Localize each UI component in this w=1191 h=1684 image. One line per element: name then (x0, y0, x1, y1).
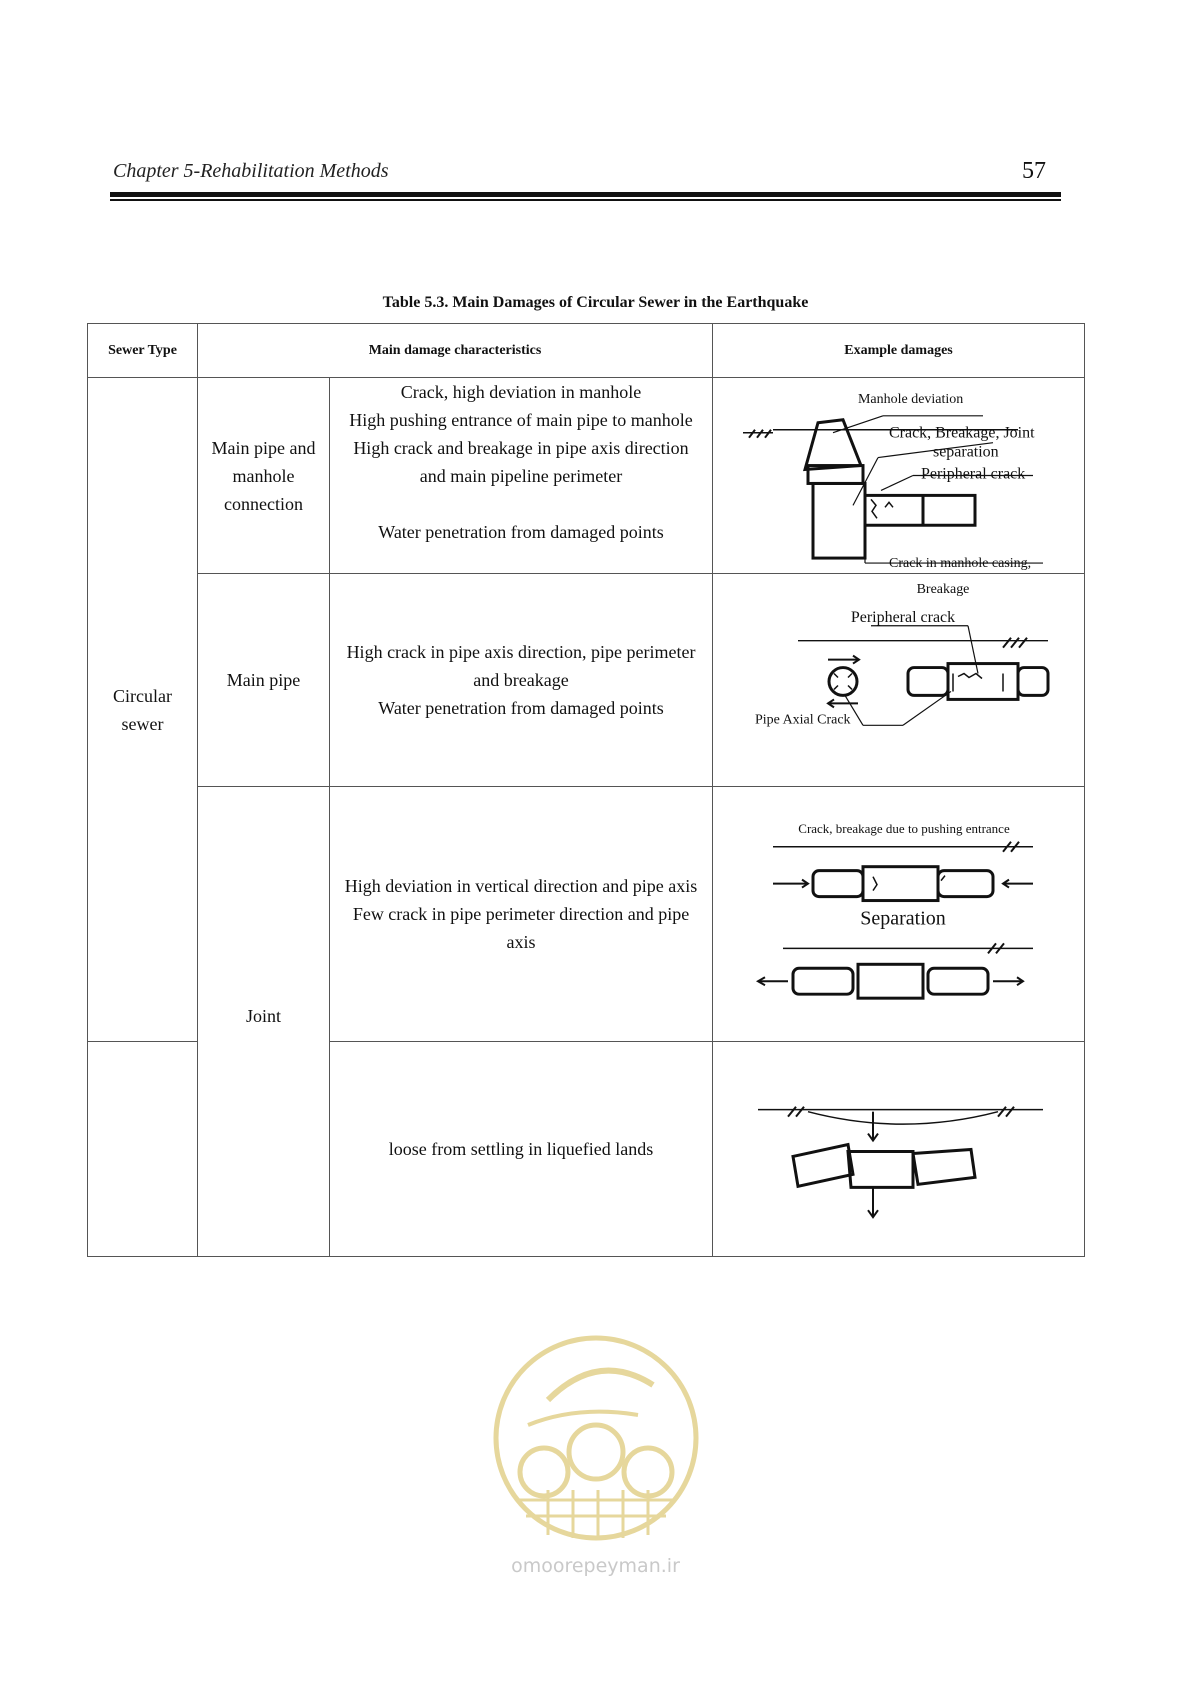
component-cell (198, 378, 330, 574)
characteristics-cell (330, 378, 713, 574)
label-separation: Separation (860, 907, 946, 930)
joint-diagram (713, 787, 1085, 1041)
example-cell (713, 574, 1085, 787)
component-text: Main pipe and manhole connection (211, 437, 316, 514)
main-pipe-diagram (713, 574, 1085, 786)
label-breakage: Breakage (916, 581, 970, 597)
label-manhole-deviation: Manhole deviation (858, 391, 964, 407)
label-crack-in-casing: Crack in manhole casing, (889, 556, 1032, 572)
settling-diagram (713, 1042, 1085, 1256)
sewer-type-text: Circular sewer (113, 685, 172, 734)
table-row (88, 378, 1085, 574)
sewer-type-empty-cell (88, 1042, 198, 1257)
characteristics-text: High deviation in vertical direction and pipe axis Few crack in pipe perimeter direction and pipe axis (344, 876, 698, 952)
watermark-url: omoorepeyman.ir (511, 1555, 680, 1577)
table-row (88, 787, 1085, 1042)
chapter-title: Chapter 5-Rehabilitation Methods (113, 160, 389, 182)
header-rule-thin (110, 199, 1061, 201)
label-peripheral-crack: Peripheral crack (850, 608, 956, 626)
sewer-type-cell (88, 378, 198, 1042)
label-crack-breakage-joint: Crack, Breakage, Joint (889, 424, 1035, 442)
table-row (88, 574, 1085, 787)
example-cell (713, 787, 1085, 1042)
characteristics-cell (330, 787, 713, 1042)
component-text: Joint (245, 1006, 281, 1026)
characteristics-cell (330, 574, 713, 787)
header-sewer-type: Sewer Type (88, 324, 198, 378)
table-caption: Table 5.3. Main Damages of Circular Sewer in the Earthquake (382, 294, 809, 311)
manhole-diagram (713, 378, 1085, 573)
header-example-damages: Example damages (713, 324, 1085, 378)
characteristics-cell (330, 1042, 713, 1257)
example-cell (713, 1042, 1085, 1257)
characteristics-text: High crack in pipe axis direction, pipe perimeter and breakage Water penetration from damaged points (346, 642, 696, 718)
component-text: Main pipe (226, 670, 301, 690)
page-number: 57 (1022, 158, 1046, 184)
characteristics-text: Crack, high deviation in manhole High pushing entrance of main pipe to manhole High crack and breakage in pipe axis direction and main pipeline perimeter Water penetration from damaged points (349, 382, 693, 542)
table-header-row (88, 324, 1085, 378)
component-cell (198, 787, 330, 1257)
component-cell (198, 574, 330, 787)
label-peripheral-crack: Peripheral crack (921, 465, 1026, 483)
header-main-damage: Main damage characteristics (198, 324, 713, 378)
header-rule-thick (110, 192, 1061, 197)
characteristics-text: loose from settling in liquefied lands (388, 1139, 654, 1159)
label-separation: separation (933, 443, 999, 461)
label-pushing-entrance: Crack, breakage due to pushing entrance (798, 820, 1010, 836)
label-pipe-axial-crack: Pipe Axial Crack (755, 712, 851, 728)
damage-table (87, 323, 1085, 1257)
watermark-seal (488, 1330, 704, 1546)
example-cell (713, 378, 1085, 574)
